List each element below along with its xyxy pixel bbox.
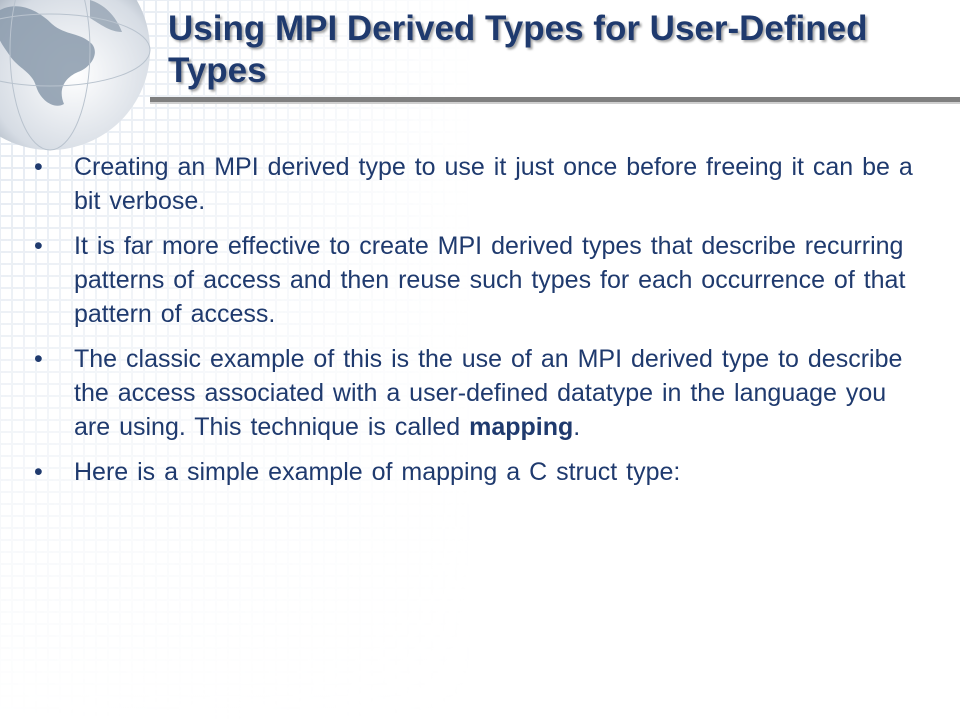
globe-icon: [0, 0, 160, 160]
title-underline: [150, 96, 960, 104]
bullet-list: [34, 150, 914, 500]
bullet-text: Here is a simple example of mapping a C struct type:: [74, 458, 681, 486]
bullet-text-lead: The classic example of this is the use of an MPI derived type to describe the access associated with a user-defined datatype in the language you are using. This technique is called: [74, 345, 903, 441]
slide-title: Using MPI Derived Types for User-Defined Types: [168, 9, 868, 90]
bullet-text: Creating an MPI derived type to use it just once before freeing it can be a bit verbose.: [74, 153, 913, 215]
bullet-marker: •: [34, 232, 43, 260]
list-item: [34, 342, 914, 444]
list-item: [34, 229, 914, 331]
bullet-text: [74, 345, 902, 441]
bullet-text-tail: .: [573, 413, 581, 441]
emphasis-term: mapping: [469, 413, 574, 441]
bullet-marker: •: [34, 458, 43, 486]
bullet-text: It is far more effective to create MPI derived types that describe recurring patterns of access and then reuse such types for each occurrence of that pattern of access.: [74, 232, 906, 328]
list-item: [34, 150, 914, 218]
bullet-marker: •: [34, 153, 43, 181]
list-item: [34, 455, 914, 489]
bullet-marker: •: [34, 345, 43, 373]
